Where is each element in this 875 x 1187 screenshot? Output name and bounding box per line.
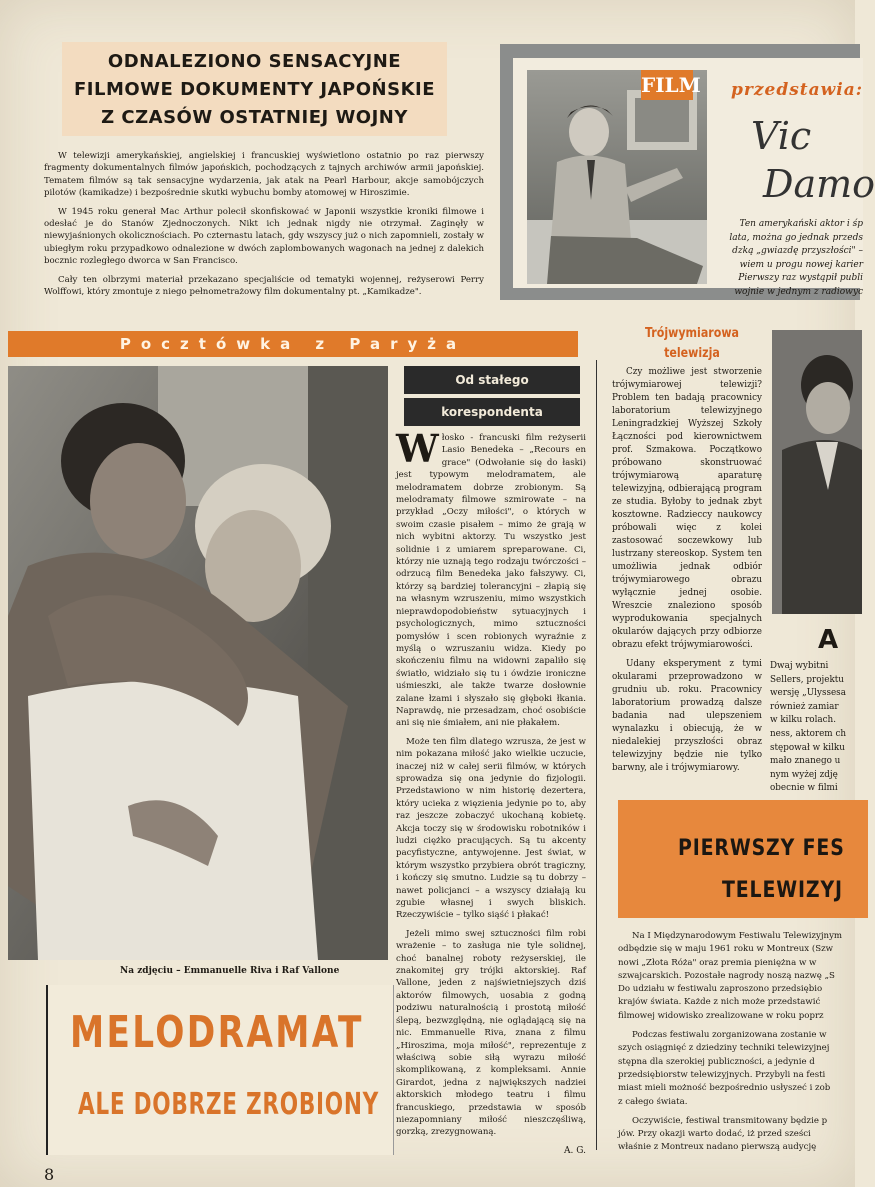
festival-line: Oczywiście, festiwal transmitowany będzie p <box>632 1115 828 1126</box>
festival-line: właśnie z Montreux nadano pierwszą audycję <box>618 1142 817 1153</box>
documents-paragraph-1: W telewizji amerykańskiej, angielskiej i francuskiej wyświetlono ostatnio po raz pierwszy fragmenty dokumentalnych filmów japońskich, pochodzących z tajnych archiwów armii japońskiej. Tematem filmów są tak sensacyjne wydarzenia, jak atak na Pearl Harbour, akcje samobójczych pilotów (kamikadze) i bezpośrednie skutki wybuchu bomby atomowej w Hiroszimie. <box>44 151 484 199</box>
actor-caption-line: wojnie w jednym z radiowyc <box>734 286 863 297</box>
melodrama-title-line-1: MELODRAMAT <box>70 1007 364 1058</box>
column-divider <box>596 360 597 1150</box>
melodrama-paragraph-3: Jeżeli mimo swej sztuczności film robi wrażenie – to zasługa nie tyle solidnej, choć banalnej roboty reżyserskiej, ile znakomitej gry trójki aktorskiej. Raf Vallone, jeden z najświetniejszych dziś aktorów filmowych, uosabia z godną podziwu naturalnością i prostotą miłość ślepą, bezwzględną, nie oglądającą się na nic. Emmanuelle Riva, znana z filmu „Hiroszima, moja miłość", reprezentuje z właściwą sobie siłą wyrazu miłość skomplikowaną, z kompleksami. Annie Girardot, jedna z największych nadziei aktorskich młodego teatru i filmu francuskiego, przedstawia w sposób niezapomniany miłość nieszczęśliwą, gorzką, zrezygnowaną. <box>396 928 586 1138</box>
festival-line: szwajcarskich. Pozostałe nagrody noszą nazwę „S <box>618 970 835 981</box>
film-box-panel <box>513 58 875 297</box>
tv3d-paragraph-1: Czy możliwe jest stworzenie trójwymiarowej telewizji? Problem ten badają pracownicy laboratorium telewizyjnego Leningradzkiej Wyższej Szkoły Łączności pod kierownictwem prof. Szmakowa. Początkowo próbowano skonstruować trójwymiarową aparaturę telewizyjną, odbierającą program ze studia. Byłoby to jednak zbyt kosztowne. Radzieccy naukowcy próbowali więc z kolei zastosować soczewkowy lub lustrzany stereoskop. System ten umożliwia jednak odbiór trójwymiarowego obrazu wyłącznie jednej osobie. Wreszcie znaleziono sposób wyprodukowania specjalnych okularów dających przy odbiorze obrazu efekt trójwymiarowości. <box>612 367 762 650</box>
melodrama-paragraph-2: Może ten film dlatego wzrusza, że jest w nim pokazana miłość jako wielkie uczucie, inaczej niż w całej serii filmów, w których sprowadza się ona jedynie do fizjologii. Przedstawiono w nim historię dezertera, który ucieka z więzienia jedynie po to, aby raz jeszcze zobaczyć ukochaną kobietę. Akcja toczy się w środowisku robotników i ludzi ciężko pracujących. Są tu akcenty pacyfistyczne, antywojenne. Jest świat, w którym wszystko przybiera obrót tragiczny, i kończy się smutno. Ludzie są tu dobrzy – nawet policjanci – a wszyscy działają ku zgubie własnej i swych bliskich. Rzeczywiście – tylko siąść i płakać! <box>396 736 586 921</box>
headline-line-1: ODNALEZIONO SENSACYJNE <box>107 51 402 72</box>
melodrama-paragraph-1 <box>396 426 586 730</box>
tv3d-heading <box>624 324 760 364</box>
right-column-line: w kilku rolach. <box>770 715 837 726</box>
festival-line: odbędzie się w maju 1961 roku w Montreux (Szw <box>618 944 833 955</box>
actor-name-line-1: Vic <box>751 114 812 158</box>
festival-line: Podczas festiwalu zorganizowana zostanie w <box>632 1030 827 1041</box>
documents-article <box>44 150 484 304</box>
right-column-line: ness, aktorem ch <box>770 728 847 739</box>
actor-caption <box>713 218 863 299</box>
actor-caption-line: dzką „gwiazdę przyszłości" – <box>732 246 863 256</box>
presents-heading: przedstawia: <box>731 80 864 100</box>
right-column-text <box>770 660 860 796</box>
melodrama-title-line-2: ALE DOBRZE ZROBIONY <box>78 1087 380 1122</box>
tv3d-title-line-1: Trójwymiarowa <box>644 326 740 341</box>
signature: A. G. <box>564 1145 586 1156</box>
page-number: 8 <box>44 1165 55 1184</box>
festival-line: filmowej widowisko zrealizowane w roku poprz <box>618 1010 824 1021</box>
correspondent-label-1: Od stałego <box>404 366 580 394</box>
festival-title-line-1: PIERWSZY FES <box>678 836 845 861</box>
right-column-line: również zamiar <box>770 701 839 712</box>
festival-line: Do udziału w festiwalu zaproszono przedsiębio <box>618 984 823 995</box>
headline-line-3: Z CZASÓW OSTATNIEJ WOJNY <box>101 107 408 128</box>
right-column-line: Sellers, projektu <box>770 674 844 685</box>
actors-photo <box>772 330 862 614</box>
tv3d-article <box>612 366 762 781</box>
festival-line: stępna dla szerokiej publiczności, a jedynie d <box>618 1056 815 1067</box>
documents-paragraph-2: W 1945 roku generał Mac Arthur polecił skonfiskować w Japonii wszystkie kroniki filmowe i odesłać je do Stanów Zjednoczonych. Nikt ich jednak nigdy nie otrzymał. Zaginęły w niewyjaśnionych okolicznościach. Po czternastu latach, gdy wszyscy już o nich zapomnieli, zostały w ubiegłym roku przypadkowo odnalezione w dwóch zaplombowanych wagonach na jednej z dalekich bocznic rozległego dworca w San Francisco. <box>44 206 484 267</box>
melodrama-paragraph-1-text: łosko - francuski film reżyserii Lasio Benedeka – „Recours en grace" (Odwołanie się do łaski) jest typowym melodramatem, ale melodramatem dobrze zrobionym. Są melodramaty filmowe szmirowate – na przykład „Oczy miłości", o których w swoim czasie pisałem – mimo że grają w nich wybitni aktorzy. Tu wszystko jest solidnie i z umiarem spreparowane. Ci, którzy nie uznają tego rodzaju twórczości – odrzucą film Benedeka jako fałszywy. Ci, którzy są bardziej tolerancyjni – złapią się na własnym wzruszeniu, mimo wszystkich nieprawdopodobieństw sytuacyjnych i psychologicznych, mimo sztuczności pomysłów i scen robionych wyraźnie z myślą o wzruszaniu widza. Kiedy po skończeniu filmu na widowni zapaliło się światło, widziało się tu i ówdzie ironiczne uśmieszki, ale także twarze dosłownie zalane łzami i słyszało się głęboki łkania. Naprawdę, nie przesadzam, choć osobiście ani się nie śmiałem, ani nie płakałem. <box>396 433 586 729</box>
melodrama-article <box>396 426 586 1157</box>
festival-line: przedsiębiorstw telewizyjnych. Przybyli na festi <box>618 1069 826 1080</box>
right-column-line: mało znanego u <box>770 756 841 767</box>
actor-name-line-2: Damo <box>763 162 875 206</box>
section-letter: A <box>818 625 839 655</box>
festival-title-line-2: TELEWIZYJ <box>722 878 843 903</box>
tv3d-title-line-2: telewizja <box>664 346 720 361</box>
drop-cap: W <box>396 426 439 471</box>
correspondent-label-2: korespondenta <box>404 398 580 426</box>
festival-line: krajów świata. Każde z nich może przedstawić <box>618 997 821 1008</box>
right-column-line: nym wyżej zdję <box>770 769 838 780</box>
actor-caption-line: wiem u progu nowej karier <box>739 259 863 270</box>
right-column-line: wersję „Ulyssesa <box>770 688 846 699</box>
melodrama-photo <box>8 366 388 960</box>
festival-line: z całego świata. <box>618 1096 688 1107</box>
film-logo: FILM <box>641 70 693 100</box>
right-column-line: stępował w kilku <box>770 742 845 753</box>
right-column-line: obecnie w filmi <box>770 783 838 794</box>
documents-paragraph-3: Cały ten olbrzymi materiał przekazano specjaliście od tematyki wojennej, reżyserowi Perry Wolffowi, który zmontuje z niego pełnometrażowy film dokumentalny pt. „Kamikadze". <box>44 274 484 298</box>
tv3d-paragraph-2: Udany eksperyment z tymi okularami przeprowadzono w grudniu ub. roku. Pracownicy laboratorium prowadzą dalsze badania nad ulepszeniem wynalazku i obiecują, że w niedalekiej przyszłości obraz telewizyjny będzie nie tylko barwny, ale i trójwymiarowy. <box>612 659 762 773</box>
postcard-banner: Pocztówka z Paryża <box>8 331 578 357</box>
festival-line: jów. Przy okazji warto dodać, iż przed sześci <box>618 1129 811 1140</box>
film-presents-box <box>500 44 875 300</box>
actor-photo <box>527 70 707 284</box>
festival-line: Na I Międzynarodowym Festiwalu Telewizyjnym <box>632 931 843 941</box>
right-column-line: Dwaj wybitni <box>770 661 829 671</box>
festival-line: szych osiągnięć z dziedziny techniki telewizyjnej <box>618 1043 830 1054</box>
photo-caption: Na zdjęciu – Emmanuelle Riva i Raf Vallone <box>120 966 340 976</box>
actor-caption-line: Pierwszy raz wystąpił publi <box>738 273 863 283</box>
festival-line: miast mieli możność bezpośrednio usłyszeć i zob <box>618 1083 831 1094</box>
headline-line-2: FILMOWE DOKUMENTY JAPOŃSKIE <box>73 79 436 100</box>
festival-line: nowi „Złota Róża" oraz premia pieniężna w w <box>618 957 817 968</box>
actor-caption-line: lata, można go jednak przeds <box>729 232 863 243</box>
actor-caption-line: Ten amerykański aktor i śp <box>739 219 863 229</box>
festival-article <box>618 930 858 1155</box>
headline-block <box>62 42 447 136</box>
